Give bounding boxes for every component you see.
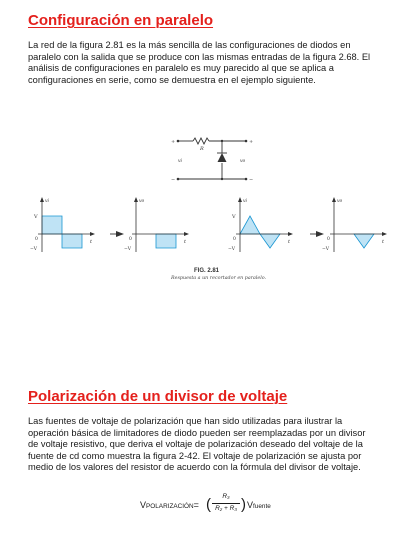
formula-paren-open: ( — [206, 496, 211, 513]
terminal-plus-out: + — [249, 139, 254, 145]
graph3-t-label: t — [288, 239, 291, 245]
graph4-y-label: vo — [337, 199, 343, 204]
arrow-right-2 — [316, 231, 324, 237]
graph1-origin: 0 — [35, 237, 38, 242]
square-neg-half — [62, 234, 82, 248]
formula-rhs — [247, 500, 271, 510]
graph4-t-label: t — [382, 239, 385, 245]
graph-square-input — [30, 197, 95, 252]
resistor-symbol — [193, 138, 209, 144]
triangle-pos-half — [240, 216, 260, 234]
formula-denominator: R₂ + R₃ — [215, 505, 237, 512]
graph2-y-label: vo — [139, 199, 145, 204]
formula-lhs-v: V — [140, 500, 147, 510]
output-voltage-label: vo — [240, 159, 246, 164]
input-terminal-top — [177, 140, 180, 143]
graph-triangle-output — [322, 197, 387, 252]
section-title-voltage-divider: Polarización de un divisor de voltaje — [28, 388, 288, 405]
section-title-parallel: Configuración en paralelo — [28, 12, 214, 29]
graph3-x-arrow — [288, 232, 293, 236]
triangle-output-neg — [354, 234, 374, 248]
input-voltage-label: vi — [178, 159, 182, 164]
graph2-t-label: t — [184, 239, 187, 245]
junction-top — [221, 140, 223, 142]
graph2-origin: 0 — [129, 237, 132, 242]
output-terminal-bottom — [245, 178, 248, 181]
graph3-origin: 0 — [233, 237, 236, 242]
formula-fraction-bar — [212, 503, 240, 504]
formula-paren-close: ) — [241, 496, 246, 513]
junction-bottom — [221, 178, 223, 180]
graph1-x-arrow — [90, 232, 95, 236]
graph1-y-arrow — [40, 197, 44, 202]
formula-lhs-sub: POLARIZACIÓN — [146, 503, 194, 510]
terminal-minus-in: − — [171, 177, 176, 183]
resistor-label: R — [200, 146, 204, 152]
diode-triangle — [218, 153, 227, 162]
graph1-neg-level: −V — [30, 247, 38, 252]
graph4-origin: 0 — [327, 237, 330, 242]
input-terminal-bottom — [177, 178, 180, 181]
graph4-y-arrow — [332, 197, 336, 202]
terminal-minus-out: − — [249, 177, 254, 183]
triangle-neg-half — [260, 234, 280, 248]
graph1-t-label: t — [90, 239, 93, 245]
arrow-right-1 — [116, 231, 124, 237]
graph1-pos-level: V — [34, 214, 38, 220]
paragraph-voltage-divider: Las fuentes de voltaje de polarización que han sido utilizadas para ilustrar la operación básica de limitadores de diodo pueden ser reemplazadas por un divisor de voltaje resistivo, que deriva el voltaje de polarización deseado del voltaje de la fuente de cd como muestra la figura 2-42. El voltaje de polarización se ajusta por medio de los valores del resistor de acuerdo con la fórmula del divisor de voltaje. — [28, 416, 366, 473]
formula-rhs-v: V — [247, 500, 254, 510]
formula-numerator: R₃ — [222, 493, 230, 500]
figure-caption-text: Respuesta a un recortador en paralelo. — [171, 276, 267, 281]
voltage-divider-formula — [140, 492, 340, 520]
graph-triangle-input — [228, 197, 293, 252]
figure-caption-title: FIG. 2.81 — [194, 268, 220, 274]
square-output-neg — [156, 234, 176, 248]
graph3-y-arrow — [238, 197, 242, 202]
formula-equals: = — [193, 500, 199, 510]
graph1-y-label: vi — [45, 199, 49, 204]
graph2-neg-level: −V — [124, 247, 132, 252]
graph4-x-arrow — [382, 232, 387, 236]
formula-rhs-sub: fuente — [253, 503, 271, 510]
graph4-neg-level: −V — [322, 247, 330, 252]
graph3-neg-level: −V — [228, 247, 236, 252]
graph-square-output — [124, 197, 189, 252]
square-pos-half — [42, 216, 62, 234]
graph3-pos-level: V — [232, 214, 236, 220]
output-terminal-top — [245, 140, 248, 143]
terminal-plus-in: + — [171, 139, 176, 145]
formula-lhs — [140, 500, 199, 510]
graph2-y-arrow — [134, 197, 138, 202]
graph2-x-arrow — [184, 232, 189, 236]
paragraph-parallel: La red de la figura 2.81 es la más sencilla de las configuraciones de diodos en paralelo con la salida que se produce con las mismas entradas de la figura 2.68. El análisis de configuraciones en paralelo es muy parecido al que se aplica a configuraciones en serie, como se demuestra en el ejemplo siguiente. — [28, 40, 371, 85]
graph3-y-label: vi — [243, 199, 247, 204]
